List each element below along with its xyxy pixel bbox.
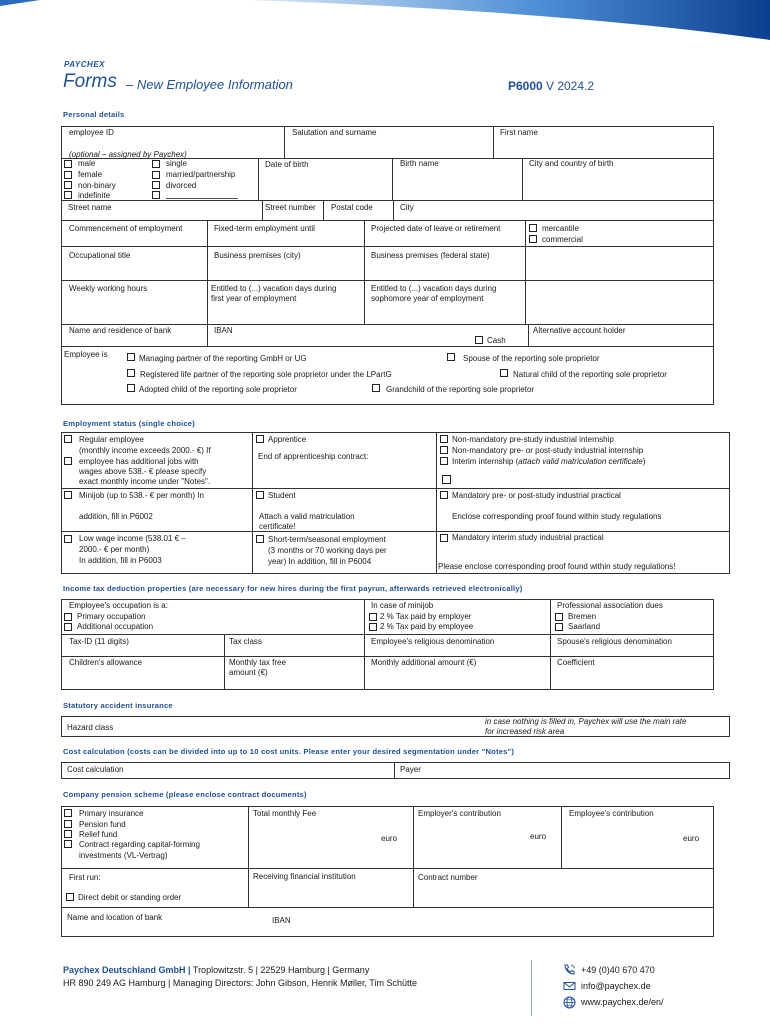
apprentice-label: Apprentice bbox=[268, 435, 307, 444]
student-label: Student bbox=[268, 491, 296, 500]
religion-label: Employee's religious denomination bbox=[371, 637, 495, 646]
additional-occupation-checkbox[interactable] bbox=[64, 623, 72, 631]
occupation-type-label: Employee's occupation is a: bbox=[69, 601, 168, 610]
marital-single-checkbox[interactable] bbox=[152, 160, 160, 168]
minijob-checkbox[interactable] bbox=[64, 491, 72, 499]
capital-forming-label: Contract regarding capital-forming bbox=[79, 840, 200, 849]
student-note-1: Attach a valid matriculation bbox=[259, 512, 355, 521]
projected-leave-label: Projected date of leave or retirement bbox=[371, 224, 501, 233]
employee-contribution-label: Employee's contribution bbox=[569, 809, 654, 818]
vacation-first-year-label-1: Entitled to (...) vacation days during bbox=[211, 284, 337, 293]
capital-forming-checkbox[interactable] bbox=[64, 840, 72, 848]
spouse-religion-label: Spouse's religious denomination bbox=[557, 637, 672, 646]
employee-is-label: Employee is bbox=[64, 350, 108, 359]
tax-employee-label: 2 % Tax paid by employee bbox=[380, 622, 474, 631]
total-fee-label: Total monthly Fee bbox=[253, 809, 317, 818]
direct-debit-checkbox[interactable] bbox=[66, 893, 74, 901]
birth-name-label: Birth name bbox=[400, 159, 439, 168]
low-wage-label-2: 2000.- € per month) bbox=[79, 545, 150, 554]
street-number-label: Street number bbox=[265, 203, 316, 212]
tax-class-label: Tax class bbox=[229, 637, 262, 646]
regular-employee-note-1: (monthly income exceeds 2000.- €) If bbox=[79, 446, 211, 455]
rel-spouse-label: Spouse of the reporting sole proprietor bbox=[463, 354, 600, 363]
gender-female-label: female bbox=[78, 170, 103, 179]
minijob-case-label: In case of minijob bbox=[371, 601, 434, 610]
short-term-label-2: (3 months or 70 working days per bbox=[268, 546, 387, 555]
intern-interim-checkbox[interactable] bbox=[440, 457, 448, 465]
marital-other-line[interactable] bbox=[166, 198, 238, 199]
rel-life-partner-label: Registered life partner of the reporting sole proprietor under the LPartG bbox=[140, 370, 392, 379]
saarland-checkbox[interactable] bbox=[555, 623, 563, 631]
marital-other-checkbox[interactable] bbox=[152, 191, 160, 199]
pension-primary-checkbox[interactable] bbox=[64, 809, 72, 817]
section-pension-title: Company pension scheme (please enclose contract documents) bbox=[63, 790, 307, 799]
low-wage-label-3: In addition, fill in P6003 bbox=[79, 556, 162, 565]
employer-contribution-euro: euro bbox=[530, 832, 547, 841]
total-fee-euro: euro bbox=[381, 834, 398, 843]
regular-employee-label: Regular employee bbox=[79, 435, 144, 444]
intern-interim-label bbox=[452, 457, 645, 467]
short-term-label-1: Short-term/seasonal employment bbox=[268, 535, 386, 544]
tax-employer-checkbox[interactable] bbox=[369, 613, 377, 621]
intern-prestudy-label: Non-mandatory pre-study industrial internship bbox=[452, 435, 614, 444]
pension-fund-checkbox[interactable] bbox=[64, 820, 72, 828]
marital-single-label: single bbox=[166, 159, 187, 168]
intern-prepost-label: Non-mandatory pre- or post-study industrial internship bbox=[452, 446, 644, 455]
regular-employee-note-2: employee has additional jobs with bbox=[79, 457, 199, 466]
rel-managing-partner-label: Managing partner of the reporting GmbH or UG bbox=[139, 354, 307, 363]
short-term-checkbox[interactable] bbox=[256, 535, 264, 543]
iban-label: IBAN bbox=[214, 326, 233, 335]
marital-divorced-label: divorced bbox=[166, 181, 197, 190]
street-label: Street name bbox=[68, 203, 112, 212]
pension-primary-label: Primary insurance bbox=[79, 809, 144, 818]
brand-logo-text: PAYCHEX bbox=[64, 60, 105, 69]
coefficient-label: Coefficient bbox=[557, 658, 595, 667]
occupation-label: Occupational title bbox=[69, 251, 131, 260]
minijob-note: addition, fill in P6002 bbox=[79, 512, 153, 521]
section-personal-title: Personal details bbox=[63, 110, 125, 119]
tax-id-label: Tax-ID (11 digits) bbox=[69, 637, 129, 646]
contract-number-label: Contract number bbox=[418, 873, 478, 882]
relief-fund-checkbox[interactable] bbox=[64, 830, 72, 838]
alt-holder-label: Alternative account holder bbox=[533, 326, 626, 335]
pension-iban-label: IBAN bbox=[272, 916, 291, 925]
page-subtitle: – New Employee Information bbox=[126, 77, 293, 92]
section-tax-title: Income tax deduction properties (are necessary for new hires during the first payrun, afterwards retrieved electronically) bbox=[63, 584, 523, 593]
minijob-label: Minijob (up to 538.- € per month) In bbox=[79, 491, 204, 500]
gender-male-label: male bbox=[78, 159, 96, 168]
pension-bank-label: Name and location of bank bbox=[67, 913, 163, 922]
salutation-label: Salutation and surname bbox=[292, 128, 377, 137]
cost-calculation-table bbox=[61, 762, 730, 779]
intern-other-checkbox[interactable] bbox=[442, 475, 451, 484]
student-checkbox[interactable] bbox=[256, 491, 264, 499]
email-icon bbox=[563, 981, 576, 991]
rel-natural-child-checkbox[interactable] bbox=[500, 369, 508, 377]
phone-icon bbox=[563, 964, 576, 975]
hazard-note-1: in case nothing is filled in, Paychex will use the main rate bbox=[485, 717, 687, 726]
form-code: P6000 bbox=[508, 79, 543, 93]
primary-occupation-label: Primary occupation bbox=[77, 612, 146, 621]
cash-label: Cash bbox=[487, 336, 506, 345]
footer-hr: HR 890 249 AG Hamburg | Managing Directors: John Gibson, Henrik Møller, Tim Schütte bbox=[63, 978, 417, 988]
footer-company: Paychex Deutschland GmbH | bbox=[63, 965, 191, 975]
employee-id-label: employee ID bbox=[69, 128, 114, 137]
footer-email[interactable]: info@paychex.de bbox=[581, 981, 651, 991]
intern-interim-close: ) bbox=[642, 457, 646, 466]
regular-employee-note-3: wages above 538.- € please specify bbox=[79, 467, 207, 476]
bremen-checkbox[interactable] bbox=[555, 613, 563, 621]
primary-occupation-checkbox[interactable] bbox=[64, 613, 72, 621]
tax-employee-checkbox[interactable] bbox=[369, 623, 377, 631]
weekly-hours-label: Weekly working hours bbox=[69, 284, 148, 293]
gender-nonbinary-checkbox[interactable] bbox=[64, 181, 72, 189]
mercantile-checkbox[interactable] bbox=[529, 224, 537, 232]
marital-married-checkbox[interactable] bbox=[152, 171, 160, 179]
globe-icon bbox=[563, 996, 576, 1009]
children-allowance-label: Children's allowance bbox=[69, 658, 143, 667]
practical-note: Enclose corresponding proof found within study regulations bbox=[452, 512, 662, 521]
monthly-additional-label: Monthly additional amount (€) bbox=[371, 658, 477, 667]
gender-male-checkbox[interactable] bbox=[64, 160, 72, 168]
student-note-2: certificate! bbox=[259, 522, 296, 531]
gender-nonbinary-label: non-binary bbox=[78, 181, 116, 190]
first-run-label: First run: bbox=[69, 873, 101, 882]
section-employment-title: Employment status (single choice) bbox=[63, 419, 195, 428]
section-accident-title: Statutory accident insurance bbox=[63, 701, 173, 710]
intern-prepost-checkbox[interactable] bbox=[440, 446, 448, 454]
vacation-second-year-label-1: Entitled to (...) vacation days during bbox=[371, 284, 497, 293]
footer-address: Troplowitzstr. 5 | 22529 Hamburg | Germany bbox=[190, 965, 370, 975]
city-label: City bbox=[400, 203, 414, 212]
monthly-tax-free-label-2: amount (€) bbox=[229, 668, 268, 677]
first-name-label: First name bbox=[500, 128, 538, 137]
apprentice-end-label: End of apprenticeship contract: bbox=[258, 452, 369, 461]
regular-employee-checkbox[interactable] bbox=[64, 435, 72, 443]
capital-forming-label-2: investments (VL-Vertrag) bbox=[79, 851, 168, 860]
vacation-second-year-label-2: sophomore year of employment bbox=[371, 294, 484, 303]
practical-label: Mandatory pre- or post-study industrial practical bbox=[452, 491, 621, 500]
hazard-class-label: Hazard class bbox=[67, 723, 114, 732]
rel-life-partner-checkbox[interactable] bbox=[127, 369, 135, 377]
marital-married-label: married/partnership bbox=[166, 170, 236, 179]
monthly-tax-free-label-1: Monthly tax free bbox=[229, 658, 286, 667]
section-cost-title: Cost calculation (costs can be divided into up to 10 cost units. Please enter your desired segmentation under "Notes") bbox=[63, 747, 515, 756]
cash-checkbox[interactable] bbox=[475, 336, 483, 344]
gender-indefinite-checkbox[interactable] bbox=[64, 191, 72, 199]
short-term-label-3: year) In addition, fill in P6004 bbox=[268, 557, 372, 566]
cost-calc-label: Cost calculation bbox=[67, 765, 124, 774]
regular-employee-note-4: exact monthly income under "Notes". bbox=[79, 477, 211, 486]
footer-phone[interactable]: +49 (0)40 670 470 bbox=[581, 965, 655, 975]
rel-adopted-child-checkbox[interactable] bbox=[127, 384, 135, 392]
premises-state-label: Business premises (federal state) bbox=[371, 251, 490, 260]
header-swoosh bbox=[0, 0, 770, 42]
employee-id-hint: (optional – assigned by Paychex) bbox=[69, 150, 187, 159]
footer-divider bbox=[531, 960, 532, 1016]
relief-fund-label: Relief fund bbox=[79, 830, 118, 839]
city-birth-label: City and country of birth bbox=[529, 159, 614, 168]
rel-adopted-child-label: Adopted child of the reporting sole proprietor bbox=[139, 385, 297, 394]
receiving-institution-label: Receiving financial institution bbox=[253, 872, 356, 881]
footer-web[interactable]: www.paychex.de/en/ bbox=[581, 997, 664, 1007]
premises-city-label: Business premises (city) bbox=[214, 251, 301, 260]
forms-title: Forms bbox=[63, 71, 117, 92]
intern-prestudy-checkbox[interactable] bbox=[440, 435, 448, 443]
marital-divorced-checkbox[interactable] bbox=[152, 181, 160, 189]
rel-grandchild-checkbox[interactable] bbox=[372, 384, 380, 392]
footer-address-line bbox=[63, 965, 369, 976]
commercial-checkbox[interactable] bbox=[529, 235, 537, 243]
saarland-label: Saarland bbox=[568, 622, 601, 631]
tax-employer-label: 2 % Tax paid by employer bbox=[380, 612, 472, 621]
interim-practical-note: Please enclose corresponding proof found within study regulations! bbox=[438, 562, 676, 571]
gender-indefinite-label: indefinite bbox=[78, 191, 111, 200]
form-version: V 2024.2 bbox=[546, 79, 595, 93]
dob-label: Date of birth bbox=[265, 160, 309, 169]
commercial-label: commercial bbox=[542, 235, 583, 244]
postal-code-label: Postal code bbox=[331, 203, 373, 212]
rel-grandchild-label: Grandchild of the reporting sole proprietor bbox=[386, 385, 535, 394]
hazard-note-2: for increased risk area bbox=[485, 727, 565, 736]
interim-practical-checkbox[interactable] bbox=[440, 534, 448, 542]
practical-checkbox[interactable] bbox=[440, 491, 448, 499]
regular-additional-jobs-checkbox[interactable] bbox=[64, 457, 72, 465]
direct-debit-label: Direct debit or standing order bbox=[78, 893, 182, 902]
apprentice-checkbox[interactable] bbox=[256, 435, 264, 443]
rel-spouse-checkbox[interactable] bbox=[447, 353, 455, 361]
additional-occupation-label: Additional occupation bbox=[77, 622, 154, 631]
intern-interim-text: Interim internship ( bbox=[452, 457, 519, 466]
employer-contribution-label: Employer's contribution bbox=[418, 809, 501, 818]
pension-fund-label: Pension fund bbox=[79, 820, 126, 829]
fixed-term-label: Fixed-term employment until bbox=[214, 224, 315, 233]
employee-contribution-euro: euro bbox=[683, 834, 700, 843]
intern-interim-note: attach valid matriculation certificate bbox=[518, 457, 643, 466]
mercantile-label: mercantile bbox=[542, 224, 579, 233]
bremen-label: Bremen bbox=[568, 612, 597, 621]
rel-natural-child-label: Natural child of the reporting sole proprietor bbox=[513, 370, 667, 379]
low-wage-checkbox[interactable] bbox=[64, 535, 72, 543]
prof-assoc-label: Professional association dues bbox=[557, 601, 663, 610]
rel-managing-partner-checkbox[interactable] bbox=[127, 353, 135, 361]
payer-label: Payer bbox=[400, 765, 421, 774]
bank-label: Name and residence of bank bbox=[69, 326, 172, 335]
commencement-label: Commencement of employment bbox=[69, 224, 183, 233]
interim-practical-label: Mandatory interim study industrial practical bbox=[452, 533, 604, 542]
low-wage-label-1: Low wage income (538.01 € – bbox=[79, 534, 186, 543]
vacation-first-year-label-2: first year of employment bbox=[211, 294, 297, 303]
gender-female-checkbox[interactable] bbox=[64, 171, 72, 179]
